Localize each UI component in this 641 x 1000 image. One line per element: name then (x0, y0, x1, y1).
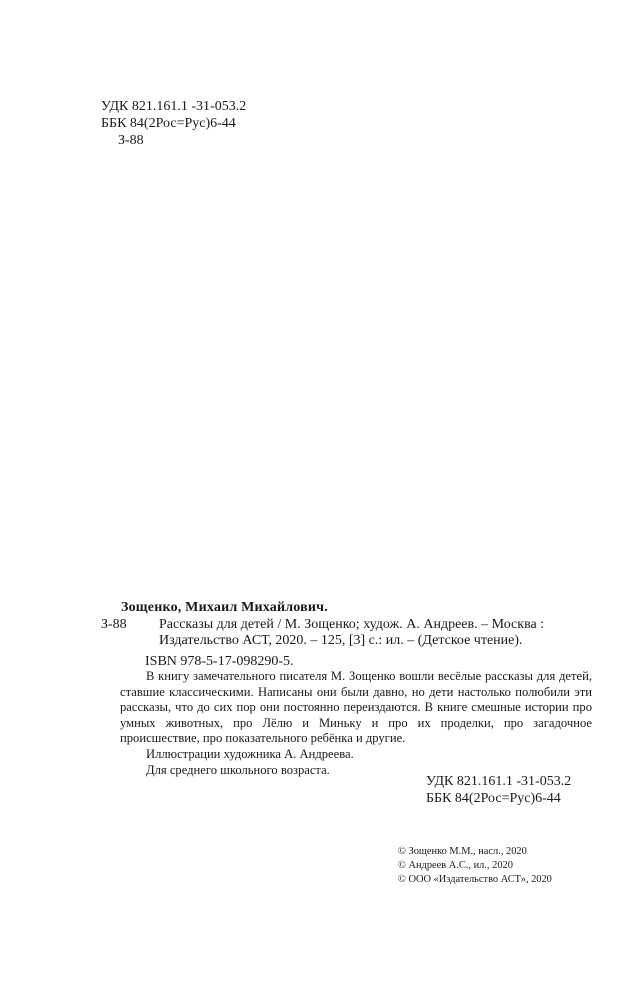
copyright-line: © ООО «Издательство АСТ», 2020 (398, 874, 552, 885)
age-note: Для среднего школьного возраста. (146, 762, 330, 777)
author-heading: Зощенко, Михаил Михайлович. (121, 600, 328, 615)
annotation-paragraph: В книгу замечательного писателя М. Зощенко вошли весёлые рассказы для детей, ставшие классическими. Написаны они были давно, но дети настолько полюбили эти рассказы, что до сих пор они постоянно переиздаются. В книге смешные истории про умных животных, про Лёлю и Миньку и про их проделки, про загадочное происшествие, про показательного ребёнка и другие. (120, 669, 592, 746)
copyright-line: © Зощенко М.М., насл., 2020 (398, 846, 527, 857)
bibliographic-line-1: Рассказы для детей / М. Зощенко; худож. А. Андреев. – Москва : (159, 616, 545, 632)
author-mark: З-88 (118, 133, 144, 148)
classification-codes-top (101, 98, 246, 149)
annotation (120, 669, 592, 778)
illustrations-note: Иллюстрации художника А. Андреева. (146, 746, 354, 761)
classification-codes-bottom (426, 773, 571, 807)
udk-code: УДК 821.161.1 -31-053.2 (101, 99, 247, 114)
bbk-code-bottom: ББК 84(2Рос=Рус)6-44 (426, 791, 561, 806)
catalog-code: З-88 (101, 616, 127, 632)
bibliographic-description (101, 617, 591, 650)
udk-code-bottom: УДК 821.161.1 -31-053.2 (426, 774, 572, 789)
isbn: ISBN 978-5-17-098290-5. (145, 653, 294, 669)
catalog-record (101, 600, 591, 670)
copyright-block (398, 845, 552, 887)
bbk-code: ББК 84(2Рос=Рус)6-44 (101, 116, 236, 131)
bibliographic-line-2: Издательство АСТ, 2020. – 125, [3] с.: ил. – (Детское чтение). (159, 633, 523, 648)
copyright-line: © Андреев А.С., ил., 2020 (398, 860, 513, 871)
